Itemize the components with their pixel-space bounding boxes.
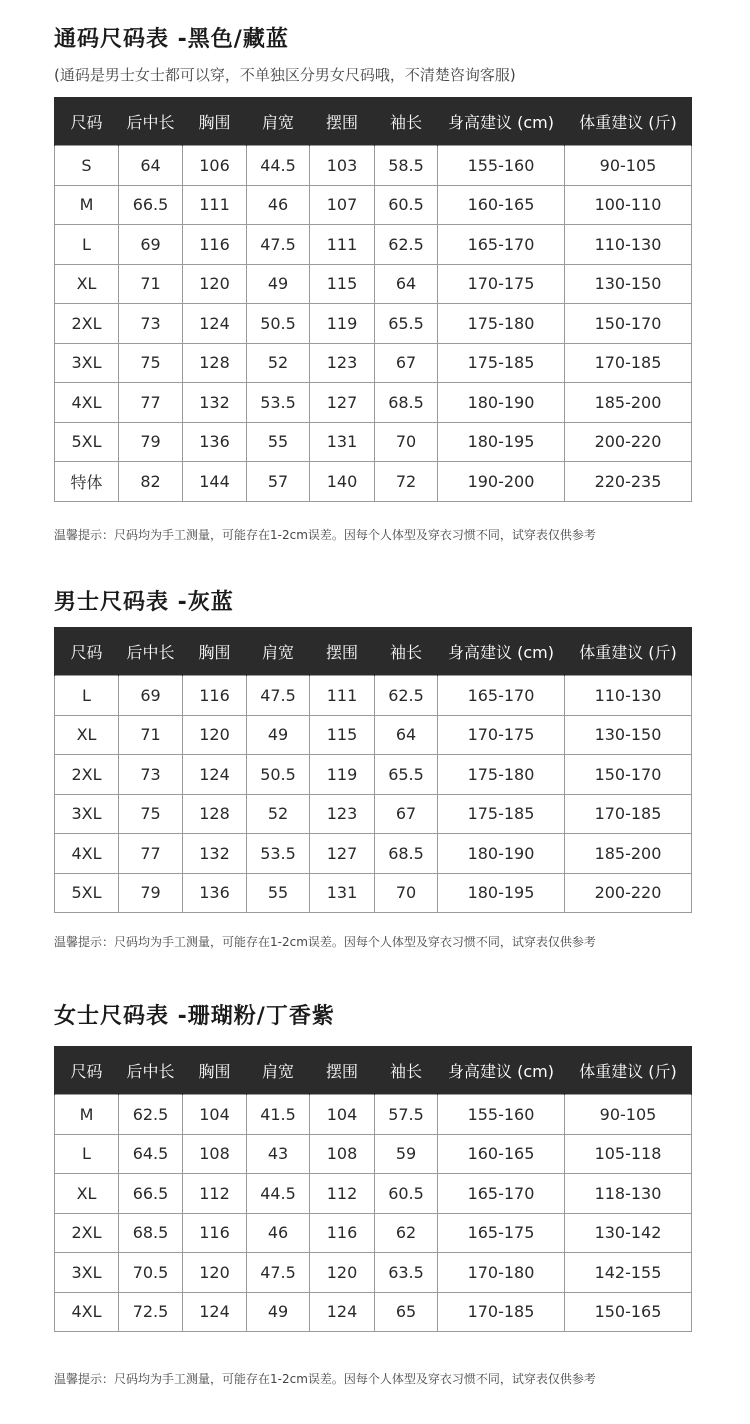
cell-back-length: 71 xyxy=(119,715,183,755)
header-height: 身高建议 (cm) xyxy=(438,627,565,676)
cell-height: 170-175 xyxy=(438,264,565,304)
cell-height: 165-175 xyxy=(438,1213,565,1253)
cell-size: 4XL xyxy=(55,1292,119,1332)
cell-height: 170-175 xyxy=(438,715,565,755)
measurement-note: 温馨提示：尺码均为手工测量，可能存在1-2cm误差。因每个人体型及穿衣习惯不同，试穿表仅供参考 xyxy=(54,1372,596,1386)
cell-size: 3XL xyxy=(55,343,119,383)
cell-weight: 142-155 xyxy=(565,1253,692,1293)
header-weight: 体重建议 (斤) xyxy=(565,627,692,676)
cell-hem: 115 xyxy=(310,715,375,755)
cell-shoulder: 41.5 xyxy=(247,1095,310,1135)
cell-chest: 108 xyxy=(183,1134,247,1174)
cell-weight: 150-170 xyxy=(565,304,692,344)
cell-height: 175-180 xyxy=(438,755,565,795)
cell-height: 190-200 xyxy=(438,462,565,502)
cell-shoulder: 43 xyxy=(247,1134,310,1174)
header-height: 身高建议 (cm) xyxy=(438,1046,565,1095)
cell-hem: 123 xyxy=(310,343,375,383)
cell-size: 4XL xyxy=(55,834,119,874)
cell-sleeve: 58.5 xyxy=(375,146,438,186)
cell-shoulder: 57 xyxy=(247,462,310,502)
cell-back-length: 69 xyxy=(119,676,183,716)
cell-size: L xyxy=(55,1134,119,1174)
cell-shoulder: 53.5 xyxy=(247,834,310,874)
cell-chest: 120 xyxy=(183,264,247,304)
cell-weight: 90-105 xyxy=(565,1095,692,1135)
cell-height: 155-160 xyxy=(438,1095,565,1135)
cell-chest: 104 xyxy=(183,1095,247,1135)
header-size: 尺码 xyxy=(55,627,119,676)
cell-height: 180-195 xyxy=(438,422,565,462)
cell-size: 3XL xyxy=(55,794,119,834)
cell-shoulder: 47.5 xyxy=(247,225,310,265)
cell-sleeve: 65.5 xyxy=(375,304,438,344)
cell-shoulder: 55 xyxy=(247,873,310,913)
cell-hem: 123 xyxy=(310,794,375,834)
header-chest: 胸围 xyxy=(183,1046,247,1095)
cell-chest: 128 xyxy=(183,343,247,383)
cell-size: 4XL xyxy=(55,383,119,423)
cell-weight: 185-200 xyxy=(565,383,692,423)
table-row xyxy=(55,1134,692,1174)
cell-back-length: 75 xyxy=(119,343,183,383)
cell-size: 5XL xyxy=(55,422,119,462)
cell-size: 2XL xyxy=(55,1213,119,1253)
cell-back-length: 75 xyxy=(119,794,183,834)
cell-back-length: 79 xyxy=(119,422,183,462)
cell-back-length: 62.5 xyxy=(119,1095,183,1135)
cell-hem: 111 xyxy=(310,676,375,716)
cell-height: 180-190 xyxy=(438,383,565,423)
cell-back-length: 69 xyxy=(119,225,183,265)
cell-size: S xyxy=(55,146,119,186)
cell-chest: 128 xyxy=(183,794,247,834)
cell-hem: 124 xyxy=(310,1292,375,1332)
cell-chest: 124 xyxy=(183,1292,247,1332)
header-sleeve: 袖长 xyxy=(375,627,438,676)
cell-height: 170-185 xyxy=(438,1292,565,1332)
cell-shoulder: 49 xyxy=(247,1292,310,1332)
header-back-length: 后中长 xyxy=(119,627,183,676)
header-size: 尺码 xyxy=(55,97,119,146)
cell-back-length: 77 xyxy=(119,834,183,874)
cell-sleeve: 67 xyxy=(375,794,438,834)
header-weight: 体重建议 (斤) xyxy=(565,1046,692,1095)
cell-sleeve: 70 xyxy=(375,422,438,462)
cell-hem: 103 xyxy=(310,146,375,186)
cell-back-length: 66.5 xyxy=(119,1174,183,1214)
cell-back-length: 73 xyxy=(119,755,183,795)
cell-chest: 116 xyxy=(183,1213,247,1253)
cell-back-length: 68.5 xyxy=(119,1213,183,1253)
cell-shoulder: 49 xyxy=(247,264,310,304)
cell-sleeve: 65 xyxy=(375,1292,438,1332)
cell-sleeve: 67 xyxy=(375,343,438,383)
cell-sleeve: 65.5 xyxy=(375,755,438,795)
cell-sleeve: 64 xyxy=(375,264,438,304)
cell-shoulder: 55 xyxy=(247,422,310,462)
cell-chest: 132 xyxy=(183,383,247,423)
cell-weight: 130-150 xyxy=(565,715,692,755)
cell-hem: 104 xyxy=(310,1095,375,1135)
cell-size: L xyxy=(55,225,119,265)
cell-sleeve: 70 xyxy=(375,873,438,913)
cell-weight: 150-165 xyxy=(565,1292,692,1332)
table-row xyxy=(55,1095,692,1135)
cell-height: 180-190 xyxy=(438,834,565,874)
section-subtitle: (通码是男士女士都可以穿，不单独区分男女尺码哦，不清楚咨询客服) xyxy=(54,66,516,84)
header-sleeve: 袖长 xyxy=(375,1046,438,1095)
cell-hem: 116 xyxy=(310,1213,375,1253)
cell-chest: 120 xyxy=(183,715,247,755)
cell-shoulder: 53.5 xyxy=(247,383,310,423)
cell-chest: 136 xyxy=(183,873,247,913)
header-shoulder: 肩宽 xyxy=(247,1046,310,1095)
cell-back-length: 77 xyxy=(119,383,183,423)
measurement-note: 温馨提示：尺码均为手工测量，可能存在1-2cm误差。因每个人体型及穿衣习惯不同，试穿表仅供参考 xyxy=(54,935,596,949)
cell-height: 160-165 xyxy=(438,1134,565,1174)
cell-chest: 136 xyxy=(183,422,247,462)
cell-weight: 118-130 xyxy=(565,1174,692,1214)
cell-chest: 116 xyxy=(183,225,247,265)
cell-weight: 130-150 xyxy=(565,264,692,304)
cell-back-length: 71 xyxy=(119,264,183,304)
cell-weight: 90-105 xyxy=(565,146,692,186)
cell-weight: 110-130 xyxy=(565,676,692,716)
cell-back-length: 66.5 xyxy=(119,185,183,225)
header-back-length: 后中长 xyxy=(119,97,183,146)
cell-shoulder: 44.5 xyxy=(247,146,310,186)
cell-chest: 124 xyxy=(183,304,247,344)
cell-weight: 100-110 xyxy=(565,185,692,225)
cell-weight: 220-235 xyxy=(565,462,692,502)
cell-size: XL xyxy=(55,264,119,304)
cell-height: 170-180 xyxy=(438,1253,565,1293)
cell-size: 5XL xyxy=(55,873,119,913)
cell-weight: 200-220 xyxy=(565,422,692,462)
cell-size: XL xyxy=(55,715,119,755)
header-hem: 摆围 xyxy=(310,97,375,146)
cell-shoulder: 46 xyxy=(247,185,310,225)
cell-hem: 120 xyxy=(310,1253,375,1293)
cell-sleeve: 57.5 xyxy=(375,1095,438,1135)
cell-hem: 111 xyxy=(310,225,375,265)
cell-sleeve: 62 xyxy=(375,1213,438,1253)
cell-sleeve: 64 xyxy=(375,715,438,755)
cell-weight: 200-220 xyxy=(565,873,692,913)
cell-shoulder: 52 xyxy=(247,343,310,383)
header-hem: 摆围 xyxy=(310,627,375,676)
cell-sleeve: 62.5 xyxy=(375,225,438,265)
cell-hem: 119 xyxy=(310,304,375,344)
cell-height: 165-170 xyxy=(438,225,565,265)
cell-hem: 127 xyxy=(310,383,375,423)
cell-weight: 185-200 xyxy=(565,834,692,874)
cell-back-length: 72.5 xyxy=(119,1292,183,1332)
cell-back-length: 70.5 xyxy=(119,1253,183,1293)
section-title: 男士尺码表 -灰蓝 xyxy=(54,590,234,615)
header-size: 尺码 xyxy=(55,1046,119,1095)
cell-height: 175-185 xyxy=(438,794,565,834)
cell-height: 160-165 xyxy=(438,185,565,225)
cell-chest: 144 xyxy=(183,462,247,502)
cell-weight: 130-142 xyxy=(565,1213,692,1253)
cell-hem: 127 xyxy=(310,834,375,874)
header-back-length: 后中长 xyxy=(119,1046,183,1095)
size-table xyxy=(54,1046,692,1332)
cell-sleeve: 63.5 xyxy=(375,1253,438,1293)
cell-height: 175-185 xyxy=(438,343,565,383)
cell-size: XL xyxy=(55,1174,119,1214)
cell-size: 2XL xyxy=(55,755,119,795)
header-shoulder: 肩宽 xyxy=(247,627,310,676)
cell-hem: 131 xyxy=(310,422,375,462)
measurement-note: 温馨提示：尺码均为手工测量，可能存在1-2cm误差。因每个人体型及穿衣习惯不同，试穿表仅供参考 xyxy=(54,528,596,542)
cell-height: 175-180 xyxy=(438,304,565,344)
cell-shoulder: 50.5 xyxy=(247,304,310,344)
header-chest: 胸围 xyxy=(183,627,247,676)
cell-shoulder: 52 xyxy=(247,794,310,834)
cell-hem: 115 xyxy=(310,264,375,304)
cell-shoulder: 49 xyxy=(247,715,310,755)
cell-back-length: 79 xyxy=(119,873,183,913)
cell-back-length: 64.5 xyxy=(119,1134,183,1174)
cell-shoulder: 50.5 xyxy=(247,755,310,795)
cell-size: 3XL xyxy=(55,1253,119,1293)
cell-weight: 170-185 xyxy=(565,343,692,383)
cell-size: L xyxy=(55,676,119,716)
cell-hem: 108 xyxy=(310,1134,375,1174)
cell-hem: 131 xyxy=(310,873,375,913)
section-title: 通码尺码表 -黑色/藏蓝 xyxy=(54,27,289,52)
cell-hem: 119 xyxy=(310,755,375,795)
cell-size: 特体 xyxy=(55,462,119,502)
cell-sleeve: 68.5 xyxy=(375,383,438,423)
cell-sleeve: 60.5 xyxy=(375,185,438,225)
header-hem: 摆围 xyxy=(310,1046,375,1095)
cell-weight: 170-185 xyxy=(565,794,692,834)
cell-chest: 124 xyxy=(183,755,247,795)
section-title: 女士尺码表 -珊瑚粉/丁香紫 xyxy=(54,1004,335,1029)
table-row xyxy=(55,1253,692,1293)
cell-shoulder: 44.5 xyxy=(247,1174,310,1214)
cell-size: 2XL xyxy=(55,304,119,344)
header-weight: 体重建议 (斤) xyxy=(565,97,692,146)
cell-chest: 132 xyxy=(183,834,247,874)
cell-height: 165-170 xyxy=(438,676,565,716)
cell-size: M xyxy=(55,1095,119,1135)
cell-weight: 105-118 xyxy=(565,1134,692,1174)
cell-shoulder: 47.5 xyxy=(247,676,310,716)
cell-back-length: 82 xyxy=(119,462,183,502)
cell-sleeve: 59 xyxy=(375,1134,438,1174)
cell-sleeve: 62.5 xyxy=(375,676,438,716)
cell-back-length: 64 xyxy=(119,146,183,186)
cell-sleeve: 68.5 xyxy=(375,834,438,874)
header-shoulder: 肩宽 xyxy=(247,97,310,146)
cell-weight: 150-170 xyxy=(565,755,692,795)
cell-sleeve: 60.5 xyxy=(375,1174,438,1214)
cell-chest: 112 xyxy=(183,1174,247,1214)
cell-size: M xyxy=(55,185,119,225)
cell-hem: 112 xyxy=(310,1174,375,1214)
cell-chest: 111 xyxy=(183,185,247,225)
header-sleeve: 袖长 xyxy=(375,97,438,146)
cell-height: 155-160 xyxy=(438,146,565,186)
cell-weight: 110-130 xyxy=(565,225,692,265)
cell-back-length: 73 xyxy=(119,304,183,344)
cell-chest: 106 xyxy=(183,146,247,186)
cell-sleeve: 72 xyxy=(375,462,438,502)
table-header-row xyxy=(55,1046,692,1095)
header-height: 身高建议 (cm) xyxy=(438,97,565,146)
cell-height: 165-170 xyxy=(438,1174,565,1214)
cell-shoulder: 46 xyxy=(247,1213,310,1253)
table-row xyxy=(55,1292,692,1332)
cell-shoulder: 47.5 xyxy=(247,1253,310,1293)
cell-chest: 120 xyxy=(183,1253,247,1293)
table-row xyxy=(55,1174,692,1214)
cell-height: 180-195 xyxy=(438,873,565,913)
header-chest: 胸围 xyxy=(183,97,247,146)
cell-chest: 116 xyxy=(183,676,247,716)
cell-hem: 107 xyxy=(310,185,375,225)
cell-hem: 140 xyxy=(310,462,375,502)
table-row xyxy=(55,1213,692,1253)
